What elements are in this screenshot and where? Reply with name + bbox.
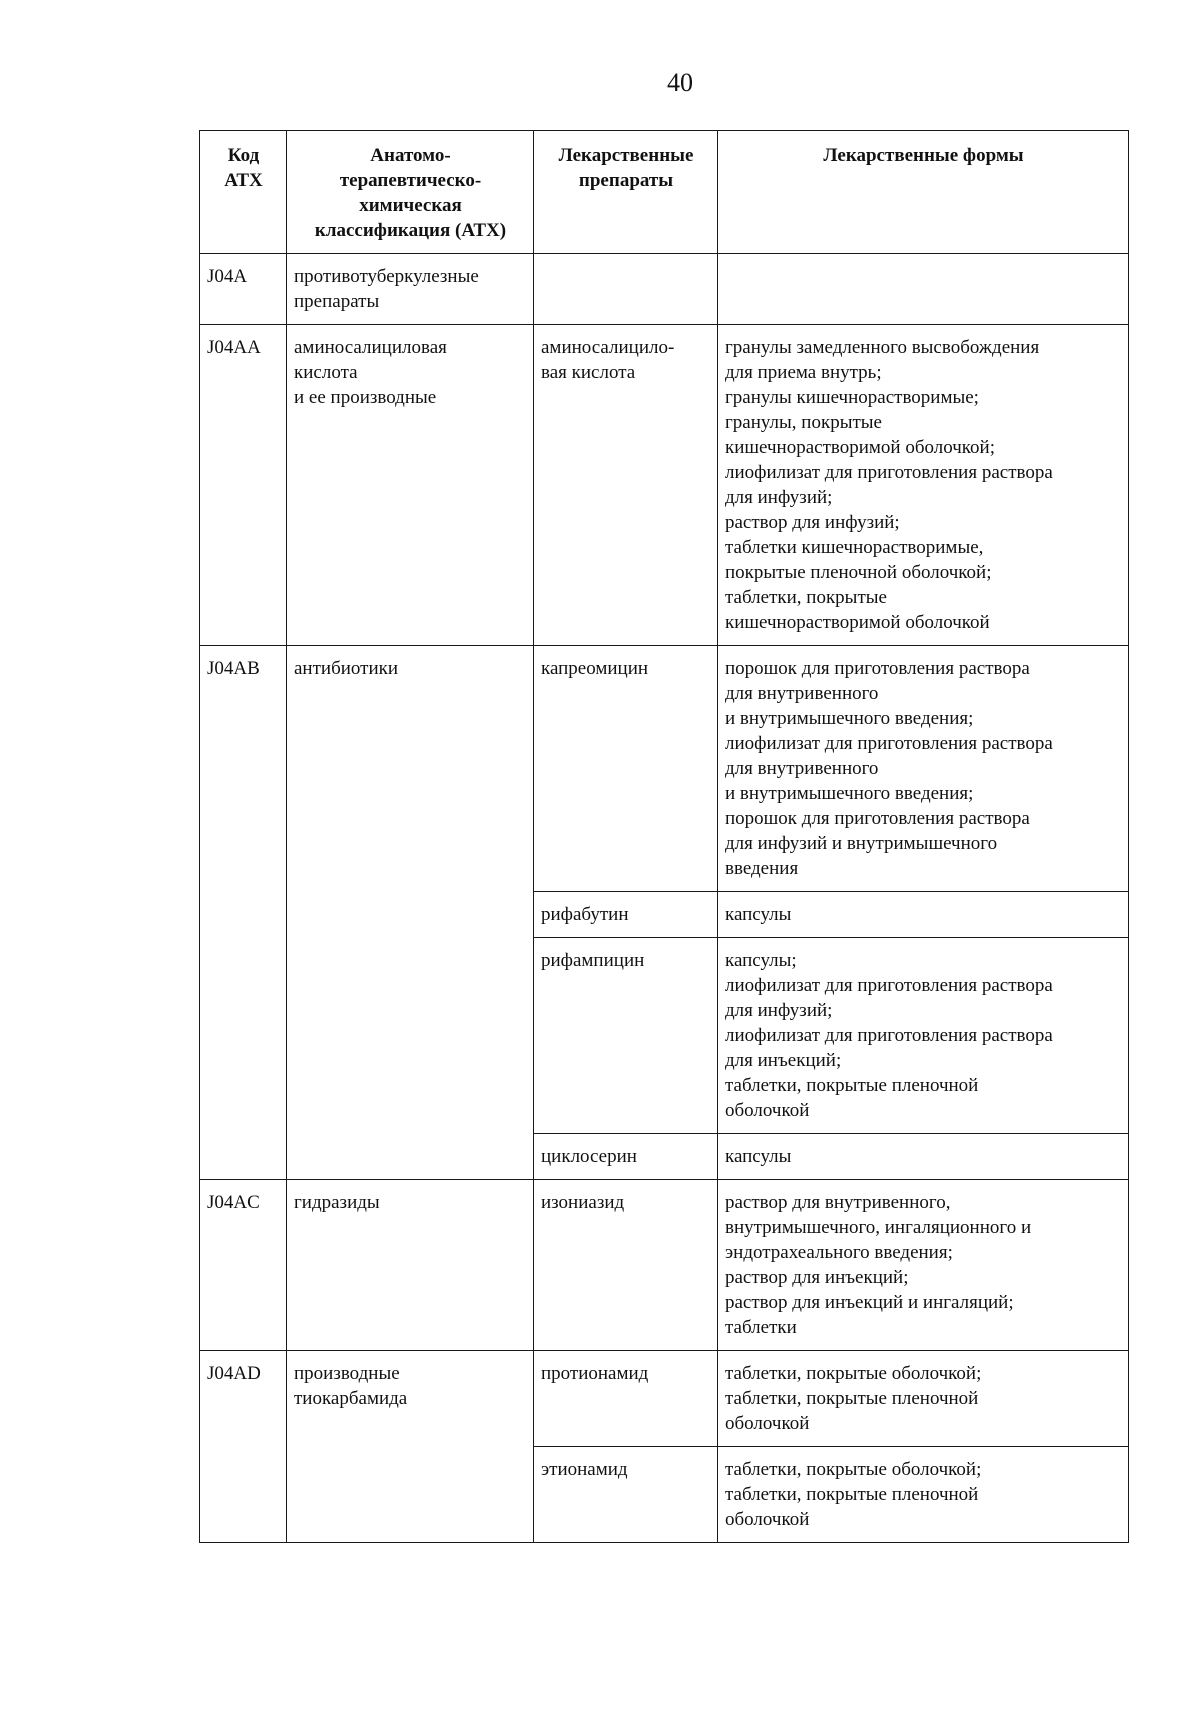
header-row bbox=[200, 131, 1129, 254]
drug-forms-cell: раствор для внутривенного, внутримышечного, ингаляционного и эндотрахеального введения; раствор для инъекций; раствор для инъекций и ингаляций; таблетки bbox=[718, 1180, 1129, 1351]
drug-name-cell: рифампицин bbox=[534, 938, 718, 1134]
atx-code-cell: J04AD bbox=[200, 1351, 287, 1543]
table-row bbox=[200, 1180, 1129, 1351]
drug-name-cell: аминосалицило- вая кислота bbox=[534, 325, 718, 646]
table-row bbox=[200, 254, 1129, 325]
drug-forms-cell: таблетки, покрытые оболочкой; таблетки, покрытые пленочной оболочкой bbox=[718, 1351, 1129, 1447]
table-body bbox=[200, 254, 1129, 1543]
drug-forms-cell: таблетки, покрытые оболочкой; таблетки, покрытые пленочной оболочкой bbox=[718, 1447, 1129, 1543]
atx-code-cell: J04AC bbox=[200, 1180, 287, 1351]
drug-forms-cell: капсулы; лиофилизат для приготовления раствора для инфузий; лиофилизат для приготовления раствора для инъекций; таблетки, покрытые пленочной оболочкой bbox=[718, 938, 1129, 1134]
drug-forms-cell: порошок для приготовления раствора для внутривенного и внутримышечного введения; лиофилизат для приготовления раствора для внутривенного и внутримышечного введения; порошок для приготовления раствора для инфузий и внутримышечного введения bbox=[718, 646, 1129, 892]
drug-name-cell: изониазид bbox=[534, 1180, 718, 1351]
drug-name-cell bbox=[534, 254, 718, 325]
drug-name-cell: рифабутин bbox=[534, 892, 718, 938]
atx-classification-cell: гидразиды bbox=[287, 1180, 534, 1351]
atx-classification-cell: аминосалициловая кислота и ее производные bbox=[287, 325, 534, 646]
atx-code-cell: J04A bbox=[200, 254, 287, 325]
page-number: 40 bbox=[667, 68, 693, 97]
header-classification: Анатомо- терапевтическо- химическая классификация (АТХ) bbox=[287, 131, 534, 254]
drug-name-cell: этионамид bbox=[534, 1447, 718, 1543]
atx-classification-cell: противотуберкулезные препараты bbox=[287, 254, 534, 325]
drug-name-cell: протионамид bbox=[534, 1351, 718, 1447]
drug-forms-cell: капсулы bbox=[718, 1134, 1129, 1180]
header-forms: Лекарственные формы bbox=[718, 131, 1129, 254]
atx-classification-cell: антибиотики bbox=[287, 646, 534, 1180]
drug-name-cell: циклосерин bbox=[534, 1134, 718, 1180]
atx-code-cell: J04AA bbox=[200, 325, 287, 646]
drug-name-cell: капреомицин bbox=[534, 646, 718, 892]
header-drugs: Лекарственные препараты bbox=[534, 131, 718, 254]
header-code: Код АТХ bbox=[200, 131, 287, 254]
table-row bbox=[200, 1351, 1129, 1447]
atx-code-cell: J04AB bbox=[200, 646, 287, 1180]
drug-forms-cell: капсулы bbox=[718, 892, 1129, 938]
atx-classification-cell: производные тиокарбамида bbox=[287, 1351, 534, 1543]
table-row bbox=[200, 325, 1129, 646]
drug-forms-cell bbox=[718, 254, 1129, 325]
atx-table bbox=[199, 130, 1129, 1543]
table-row bbox=[200, 646, 1129, 892]
drug-forms-cell: гранулы замедленного высвобождения для приема внутрь; гранулы кишечнорастворимые; гранулы, покрытые кишечнорастворимой оболочкой; лиофилизат для приготовления раствора для инфузий; раствор для инфузий; таблетки кишечнорастворимые, покрытые пленочной оболочкой; таблетки, покрытые кишечнорастворимой оболочкой bbox=[718, 325, 1129, 646]
